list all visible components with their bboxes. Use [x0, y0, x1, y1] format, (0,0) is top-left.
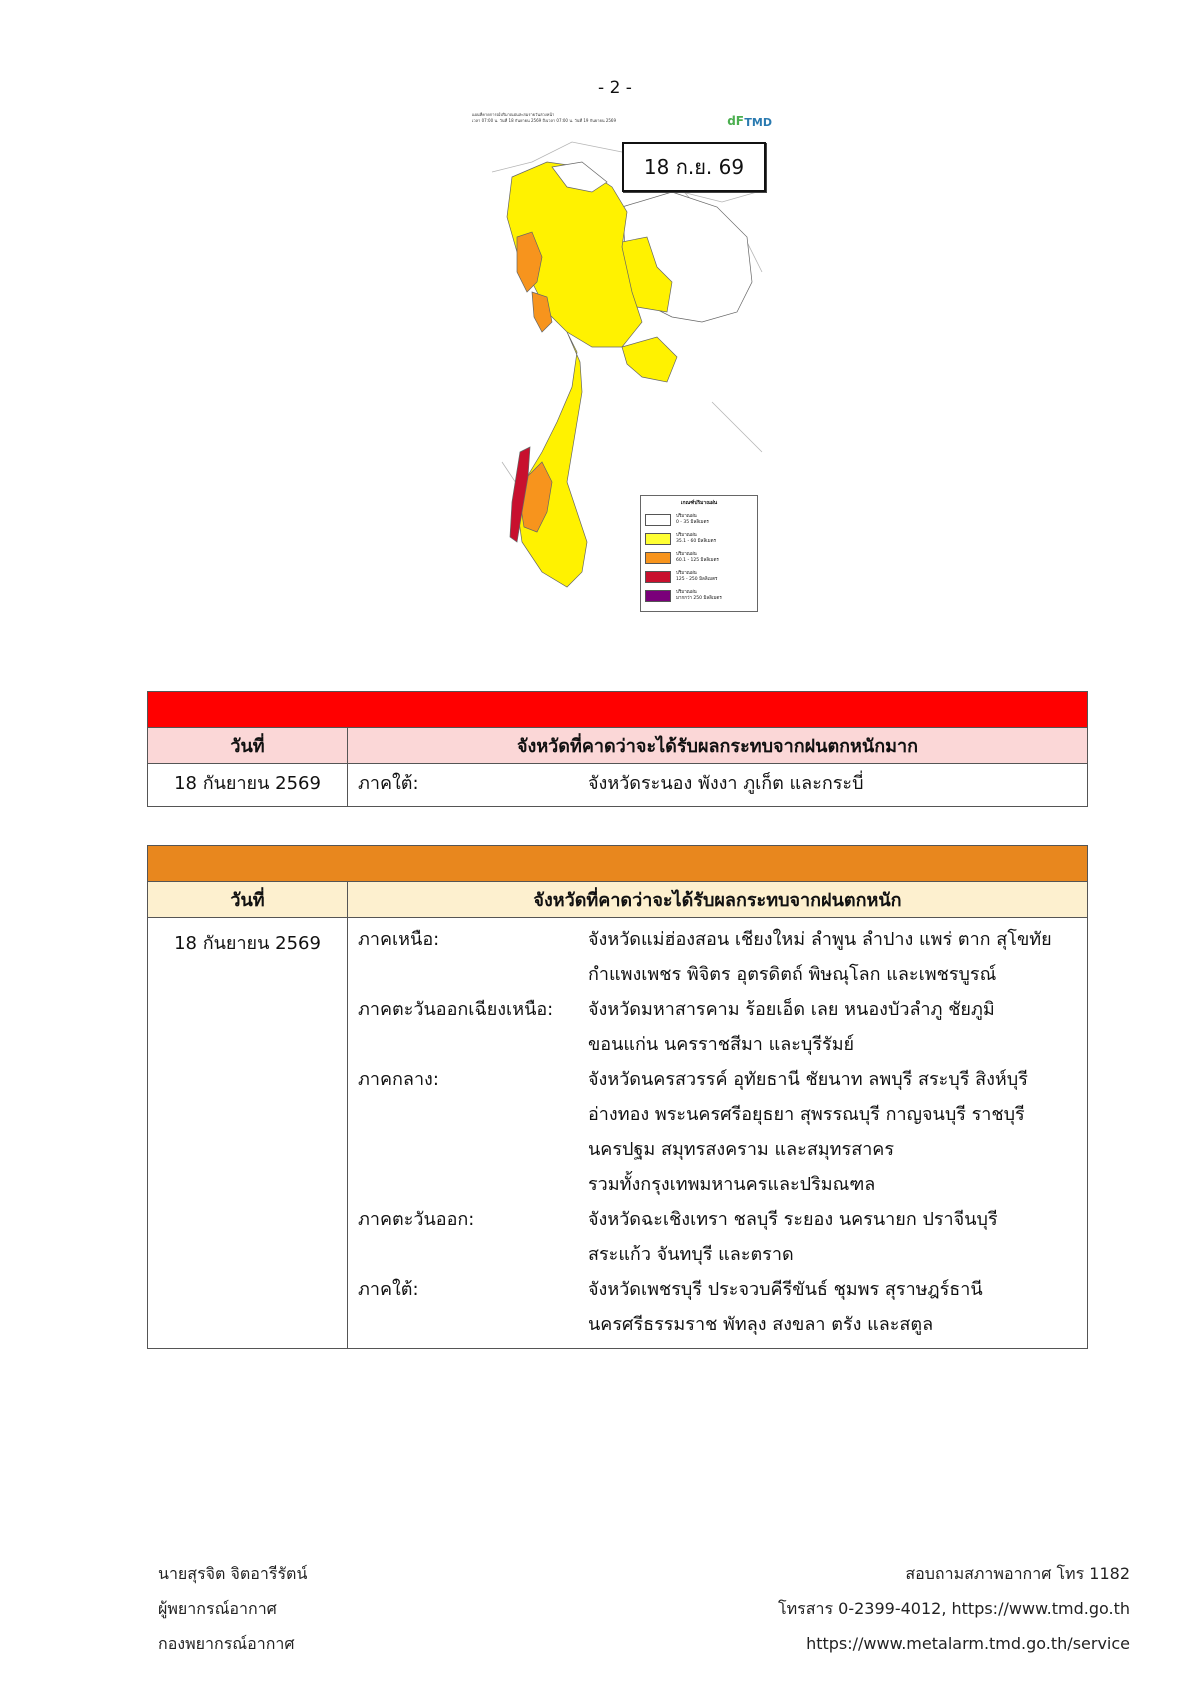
- province-line: รวมทั้งกรุงเทพมหานครและปริมณฑล: [588, 1174, 876, 1195]
- contact-phone: สอบถามสภาพอากาศ โทร 1182: [905, 1564, 1130, 1583]
- forecaster-title: ผู้พยากรณ์อากาศ: [158, 1599, 277, 1618]
- region-entry: [358, 922, 1087, 992]
- legend-label: ปริมาณฝน: [676, 571, 697, 576]
- province-line: นครปฐม สมุทรสงคราม และสมุทรสาคร: [588, 1139, 895, 1160]
- page-number: - 2 -: [598, 78, 632, 98]
- tmd-logo: TMD: [744, 116, 772, 129]
- region-name: ภาคกลาง:: [358, 1069, 439, 1090]
- province-line: จังหวัดฉะเชิงเทรา ชลบุรี ระยอง นครนายก ปราจีนบุรี: [588, 1209, 998, 1230]
- map-title-line: เวลา 07:00 น. วันที่ 18 กันยายน 2569 ถึงเวลา 07:00 น. วันที่ 19 กันยายน 2569: [472, 118, 617, 123]
- legend-label: ปริมาณฝน: [676, 552, 697, 557]
- contact-service-url: https://www.metalarm.tmd.go.th/service: [806, 1634, 1130, 1653]
- region-entry: [358, 992, 1087, 1062]
- region-entry: [358, 766, 1087, 801]
- very-heavy-rain-table: [147, 691, 1088, 807]
- province-line: จังหวัดเพชรบุรี ประจวบคีรีขันธ์ ชุมพร สุราษฎร์ธานี: [588, 1279, 983, 1300]
- legend-item: [645, 567, 753, 586]
- legend-label: ปริมาณฝน: [676, 514, 697, 519]
- legend-title: เกณฑ์ปริมาณฝน: [680, 500, 718, 506]
- warning-color-bar-orange: [148, 846, 1087, 882]
- legend-swatch: [645, 552, 671, 564]
- legend-label: ปริมาณฝน: [676, 590, 697, 595]
- region-name: ภาคเหนือ:: [358, 929, 440, 950]
- region-name: ภาคใต้:: [358, 1279, 419, 1300]
- region-name: ภาคตะวันออก:: [358, 1209, 475, 1230]
- legend-range: 35.1 - 60 มิลลิเมตร: [676, 538, 716, 544]
- province-line: จังหวัดนครสวรรค์ อุทัยธานี ชัยนาท ลพบุรี สระบุรี สิงห์บุรี: [588, 1069, 1028, 1090]
- province-line: กำแพงเพชร พิจิตร อุตรดิตถ์ พิษณุโลก และเพชรบูรณ์: [588, 964, 997, 985]
- table-header: [148, 882, 1087, 918]
- legend-range: 125 - 250 มิลลิเมตร: [676, 576, 718, 582]
- rainfall-forecast-map: [472, 112, 772, 615]
- row-date: 18 กันยายน 2569: [148, 918, 348, 1348]
- column-header-provinces: จังหวัดที่คาดว่าจะได้รับผลกระทบจากฝนตกหนัก: [533, 890, 902, 911]
- legend-item: [645, 510, 753, 529]
- region-entry: [358, 1272, 1087, 1342]
- province-line: ขอนแก่น นครราชสีมา และบุรีรัมย์: [588, 1034, 855, 1055]
- province-line: นครศรีธรรมราช พัทลุง สงขลา ตรัง และสตูล: [588, 1314, 934, 1335]
- east-region: [622, 337, 677, 382]
- legend-item: [645, 529, 753, 548]
- heavy-rain-table: [147, 845, 1088, 1349]
- region-entry: [358, 1202, 1087, 1272]
- map-title: [472, 112, 702, 124]
- legend-range: มากกว่า 250 มิลลิเมตร: [676, 595, 722, 601]
- region-name: ภาคใต้:: [358, 773, 419, 794]
- table-row: [148, 918, 1087, 1348]
- province-line: สระแก้ว จันทบุรี และตราด: [588, 1244, 794, 1265]
- column-header-date: วันที่: [148, 728, 348, 763]
- table-header: [148, 728, 1087, 764]
- forecaster-signature-block: [158, 1556, 307, 1661]
- column-header-date: วันที่: [148, 882, 348, 917]
- province-line: จังหวัดแม่ฮ่องสอน เชียงใหม่ ลำพูน ลำปาง แพร่ ตาก สุโขทัย: [588, 929, 1052, 950]
- legend-label: ปริมาณฝน: [676, 533, 697, 538]
- legend-range: 60.1 - 125 มิลลิเมตร: [676, 557, 719, 563]
- warning-color-bar-red: [148, 692, 1087, 728]
- legend-swatch: [645, 514, 671, 526]
- column-header-provinces: จังหวัดที่คาดว่าจะได้รับผลกระทบจากฝนตกหนักมาก: [516, 736, 918, 757]
- region-name: ภาคตะวันออกเฉียงเหนือ:: [358, 999, 554, 1020]
- forecaster-division: กองพยากรณ์อากาศ: [158, 1634, 295, 1653]
- legend-item: [645, 548, 753, 567]
- province-line: อ่างทอง พระนครศรีอยุธยา สุพรรณบุรี กาญจนบุรี ราชบุรี: [588, 1104, 1025, 1125]
- department-logo: dF: [727, 114, 744, 128]
- region-entry: [358, 1062, 1087, 1202]
- province-line: จังหวัดระนอง พังงา ภูเก็ต และกระบี่: [588, 773, 864, 794]
- legend-swatch: [645, 533, 671, 545]
- contact-fax-website: โทรสาร 0-2399-4012, https://www.tmd.go.th: [778, 1599, 1130, 1618]
- map-date-label: 18 ก.ย. 69: [622, 142, 766, 192]
- contact-info-block: [778, 1556, 1130, 1661]
- forecaster-name: นายสุรจิต จิตอารีรัตน์: [158, 1564, 308, 1583]
- legend-item: [645, 586, 753, 605]
- legend-range: 0 - 35 มิลลิเมตร: [676, 519, 709, 525]
- map-title-line: แผนที่คาดการณ์ปริมาณฝนสะสมรายวันล่วงหน้า: [472, 112, 555, 117]
- table-row: [148, 764, 1087, 806]
- map-legend: [640, 495, 758, 612]
- province-line: จังหวัดมหาสารคาม ร้อยเอ็ด เลย หนองบัวลำภู ชัยภูมิ: [588, 999, 995, 1020]
- legend-swatch: [645, 571, 671, 583]
- row-date: 18 กันยายน 2569: [148, 764, 348, 806]
- legend-swatch: [645, 590, 671, 602]
